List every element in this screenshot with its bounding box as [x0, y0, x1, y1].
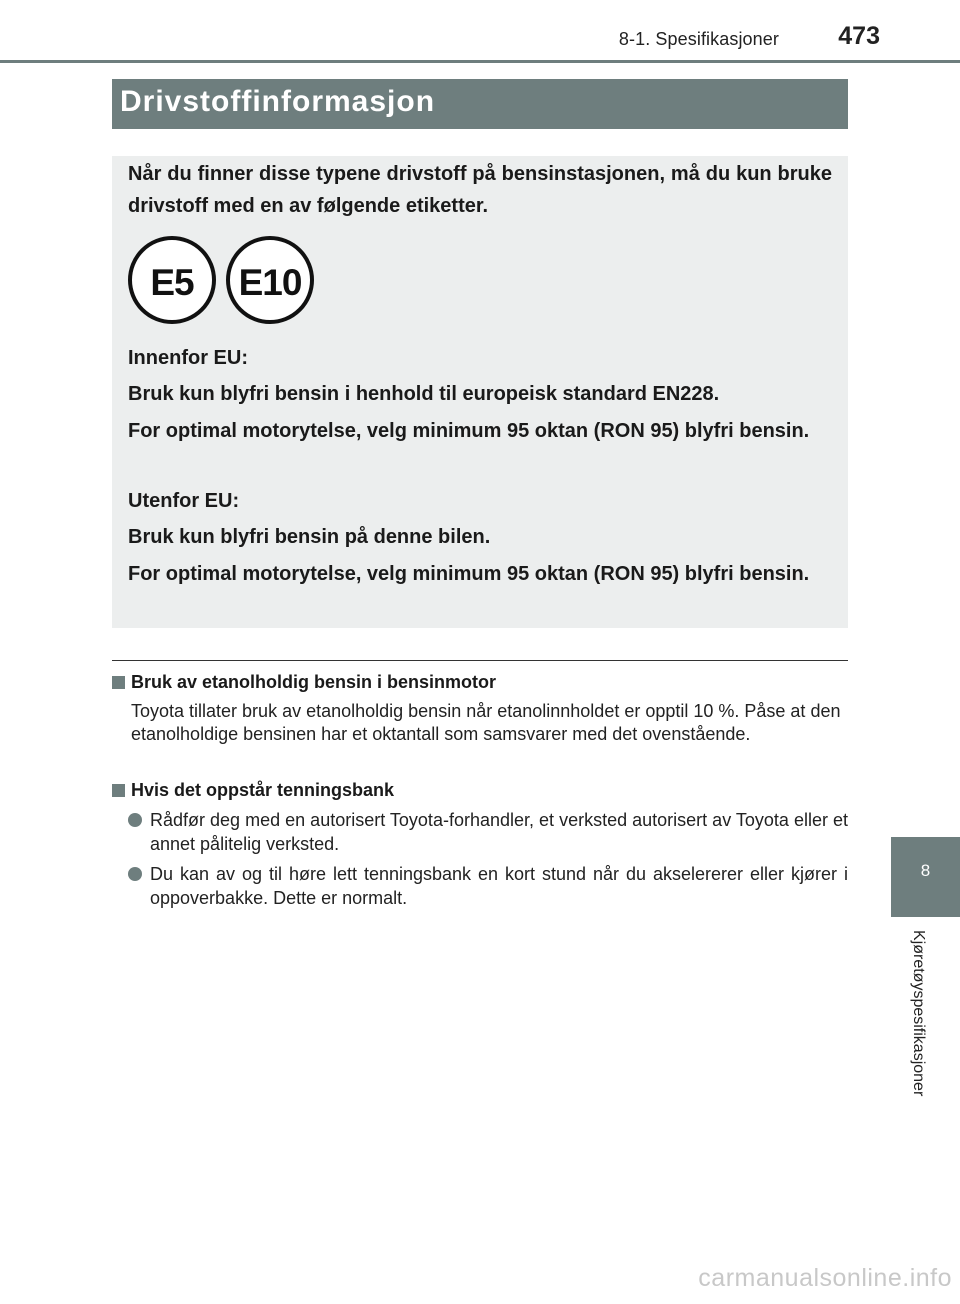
watermark: carmanualsonline.info: [698, 1264, 952, 1292]
chapter-side-label-text: Kjøretøyspesifikasjoner: [910, 930, 927, 1097]
square-bullet-icon: [112, 784, 125, 797]
section-heading-ethanol-text: Bruk av etanolholdig bensin i bensinmotor: [131, 672, 497, 692]
circle-bullet-icon: [128, 813, 142, 827]
non-eu-text-unleaded: Bruk kun blyfri bensin på denne bilen.: [128, 526, 491, 548]
fuel-label-e5-text: E5: [150, 262, 194, 303]
page-title: Drivstoffinformasjon: [120, 85, 436, 118]
header-section-title: 8-1. Spesifikasjoner: [618, 29, 779, 49]
non-eu-text-octane: For optimal motorytelse, velg minimum 95 oktan (RON 95) blyfri bensin.: [128, 563, 810, 585]
list-item-text: Rådfør deg med en autorisert Toyota-forhandler, et verksted autorisert av Toyota eller et annet pålitelig verksted.: [150, 810, 848, 854]
square-bullet-icon: [112, 676, 125, 689]
header-divider: [0, 60, 960, 63]
fuel-label-e10-text: E10: [238, 262, 302, 303]
section-heading-knocking: [112, 780, 394, 801]
chapter-tab-number: 8: [920, 861, 931, 880]
section-body-ethanol: Toyota tillater bruk av etanolholdig bensin når etanolinnholdet er opptil 10 %. Påse at den etanolholdige bensinen har et oktantall som samsvarer med det ovenstående.: [131, 701, 841, 744]
title-bar: [112, 79, 848, 129]
section-divider: [112, 660, 848, 661]
fuel-label-e5: [128, 236, 216, 324]
eu-heading: Innenfor EU:: [128, 347, 248, 369]
eu-text-octane: For optimal motorytelse, velg minimum 95 oktan (RON 95) blyfri bensin.: [128, 420, 810, 442]
non-eu-heading: Utenfor EU:: [128, 490, 240, 512]
fuel-info-box: [112, 156, 848, 628]
section-heading-knocking-text: Hvis det oppstår tenningsbank: [131, 780, 395, 800]
list-item: [128, 808, 848, 856]
info-intro: Når du finner disse typene drivstoff på bensinstasjonen, må du kun bruke drivstoff med en av følgende etiketter.: [128, 163, 832, 217]
page-number: 473: [838, 22, 880, 50]
chapter-tab: [891, 837, 960, 917]
chapter-side-label: [907, 930, 927, 1140]
circle-bullet-icon: [128, 867, 142, 881]
eu-text-standard: Bruk kun blyfri bensin i henhold til europeisk standard EN228.: [128, 383, 720, 405]
fuel-label-e10: [226, 236, 314, 324]
section-heading-ethanol: [112, 672, 496, 693]
list-item: [128, 862, 848, 910]
list-item-text: Du kan av og til høre lett tenningsbank en kort stund når du akselererer eller kjører i oppoverbakke. Dette er normalt.: [150, 864, 848, 908]
